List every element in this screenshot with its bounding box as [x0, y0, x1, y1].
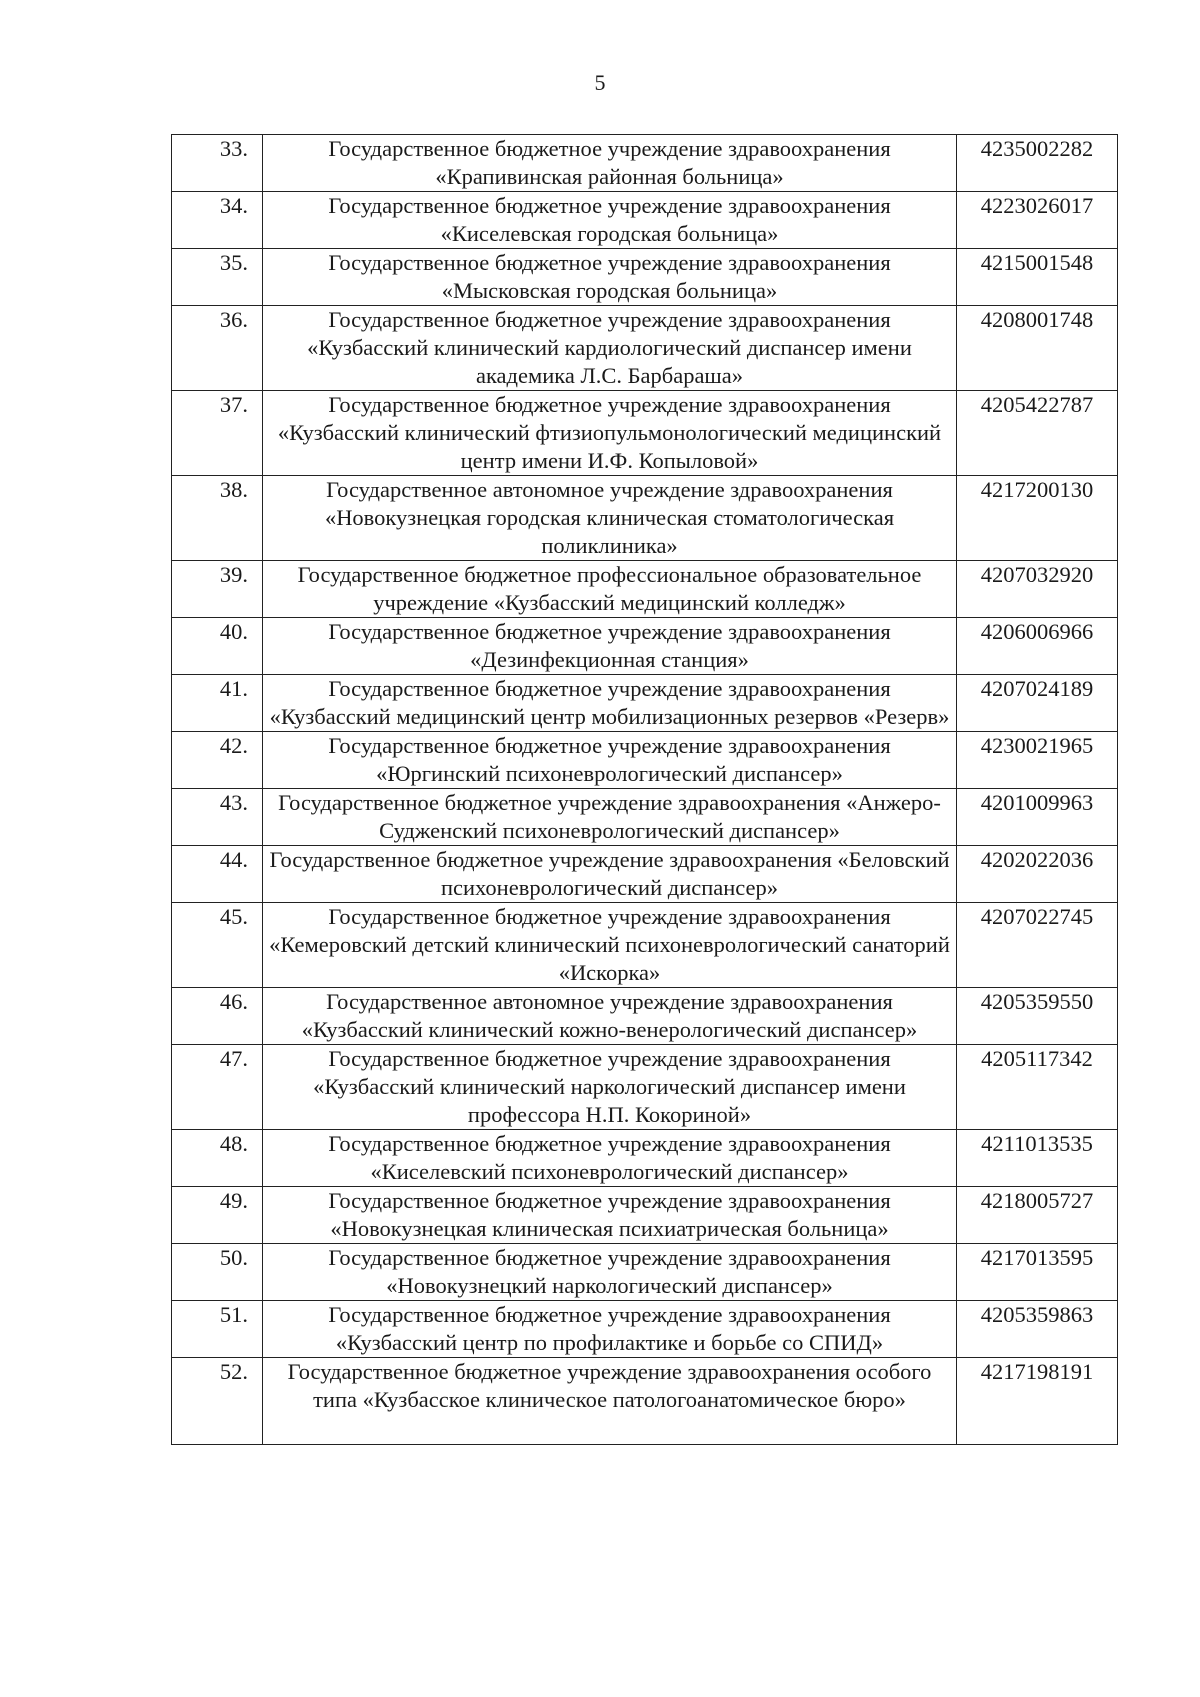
institution-name: Государственное бюджетное профессиональное образовательное учреждение «Кузбасский медицинский колледж»: [263, 561, 957, 618]
inn-code: 4207022745: [957, 903, 1118, 988]
institution-name: Государственное бюджетное учреждение здравоохранения «Кузбасский клинический кардиологический диспансер имени академика Л.С. Барбараша»: [263, 306, 957, 391]
row-number: 52.: [172, 1358, 263, 1445]
table-row: [172, 561, 1118, 618]
institution-name: Государственное бюджетное учреждение здравоохранения «Дезинфекционная станция»: [263, 618, 957, 675]
row-number: 42.: [172, 732, 263, 789]
row-number: 51.: [172, 1301, 263, 1358]
inn-code: 4235002282: [957, 135, 1118, 192]
institution-name: Государственное бюджетное учреждение здравоохранения «Кузбасский медицинский центр мобилизационных резервов «Резерв»: [263, 675, 957, 732]
row-number: 43.: [172, 789, 263, 846]
row-number: 37.: [172, 391, 263, 476]
table-row: [172, 1187, 1118, 1244]
page-number: 5: [594, 70, 606, 95]
institution-name: Государственное бюджетное учреждение здравоохранения «Юргинский психоневрологический диспансер»: [263, 732, 957, 789]
table-row: [172, 192, 1118, 249]
institution-name: Государственное бюджетное учреждение здравоохранения «Мысковская городская больница»: [263, 249, 957, 306]
inn-code: 4211013535: [957, 1130, 1118, 1187]
inn-code: 4201009963: [957, 789, 1118, 846]
row-number: 38.: [172, 476, 263, 561]
table-row: [172, 1244, 1118, 1301]
inn-code: 4208001748: [957, 306, 1118, 391]
inn-code: 4205359550: [957, 988, 1118, 1045]
row-number: 47.: [172, 1045, 263, 1130]
table-row: [172, 249, 1118, 306]
institution-name: Государственное бюджетное учреждение здравоохранения «Анжеро-Судженский психоневрологический диспансер»: [263, 789, 957, 846]
inn-code: 4215001548: [957, 249, 1118, 306]
row-number: 46.: [172, 988, 263, 1045]
row-number: 35.: [172, 249, 263, 306]
table-row: [172, 476, 1118, 561]
table-row: [172, 988, 1118, 1045]
row-number: 48.: [172, 1130, 263, 1187]
table-row: [172, 732, 1118, 789]
inn-code: 4206006966: [957, 618, 1118, 675]
inn-code: 4217013595: [957, 1244, 1118, 1301]
table-row: [172, 618, 1118, 675]
inn-code: 4230021965: [957, 732, 1118, 789]
row-number: 44.: [172, 846, 263, 903]
institution-name: Государственное бюджетное учреждение здравоохранения «Новокузнецкий наркологический диспансер»: [263, 1244, 957, 1301]
inn-code: 4207024189: [957, 675, 1118, 732]
institution-name: Государственное бюджетное учреждение здравоохранения «Новокузнецкая клиническая психиатрическая больница»: [263, 1187, 957, 1244]
inn-code: 4205359863: [957, 1301, 1118, 1358]
row-number: 50.: [172, 1244, 263, 1301]
inn-code: 4218005727: [957, 1187, 1118, 1244]
table-row: [172, 846, 1118, 903]
row-number: 36.: [172, 306, 263, 391]
table-row: [172, 391, 1118, 476]
institution-name: Государственное бюджетное учреждение здравоохранения «Кузбасский центр по профилактике и борьбе со СПИД»: [263, 1301, 957, 1358]
table-row: [172, 903, 1118, 988]
institution-name: Государственное автономное учреждение здравоохранения «Новокузнецкая городская клиническая стоматологическая поликлиника»: [263, 476, 957, 561]
institution-name: Государственное бюджетное учреждение здравоохранения «Беловский психоневрологический диспансер»: [263, 846, 957, 903]
inn-code: 4217198191: [957, 1358, 1118, 1445]
inn-code: 4217200130: [957, 476, 1118, 561]
table-row: [172, 1045, 1118, 1130]
row-number: 45.: [172, 903, 263, 988]
institution-name: Государственное бюджетное учреждение здравоохранения «Крапивинская районная больница»: [263, 135, 957, 192]
institution-name: Государственное бюджетное учреждение здравоохранения «Кемеровский детский клинический психоневрологический санаторий «Искорка»: [263, 903, 957, 988]
row-number: 41.: [172, 675, 263, 732]
inn-code: 4202022036: [957, 846, 1118, 903]
table-row: [172, 1358, 1118, 1445]
inn-code: 4207032920: [957, 561, 1118, 618]
institution-name: Государственное автономное учреждение здравоохранения «Кузбасский клинический кожно-венерологический диспансер»: [263, 988, 957, 1045]
row-number: 40.: [172, 618, 263, 675]
institution-name: Государственное бюджетное учреждение здравоохранения «Кузбасский клинический наркологический диспансер имени профессора Н.П. Кокориной»: [263, 1045, 957, 1130]
row-number: 49.: [172, 1187, 263, 1244]
institutions-table: [171, 134, 1118, 1445]
table-row: [172, 135, 1118, 192]
institution-name: Государственное бюджетное учреждение здравоохранения «Киселевская городская больница»: [263, 192, 957, 249]
inn-code: 4223026017: [957, 192, 1118, 249]
institution-name: Государственное бюджетное учреждение здравоохранения «Киселевский психоневрологический диспансер»: [263, 1130, 957, 1187]
inn-code: 4205117342: [957, 1045, 1118, 1130]
institution-name: Государственное бюджетное учреждение здравоохранения «Кузбасский клинический фтизиопульмонологический медицинский центр имени И.Ф. Копыловой»: [263, 391, 957, 476]
inn-code: 4205422787: [957, 391, 1118, 476]
table-row: [172, 1130, 1118, 1187]
table-row: [172, 675, 1118, 732]
table-row: [172, 789, 1118, 846]
row-number: 39.: [172, 561, 263, 618]
row-number: 34.: [172, 192, 263, 249]
table-row: [172, 1301, 1118, 1358]
table-row: [172, 306, 1118, 391]
row-number: 33.: [172, 135, 263, 192]
institution-name: Государственное бюджетное учреждение здравоохранения особого типа «Кузбасское клиническое патологоанатомическое бюро»: [263, 1358, 957, 1445]
